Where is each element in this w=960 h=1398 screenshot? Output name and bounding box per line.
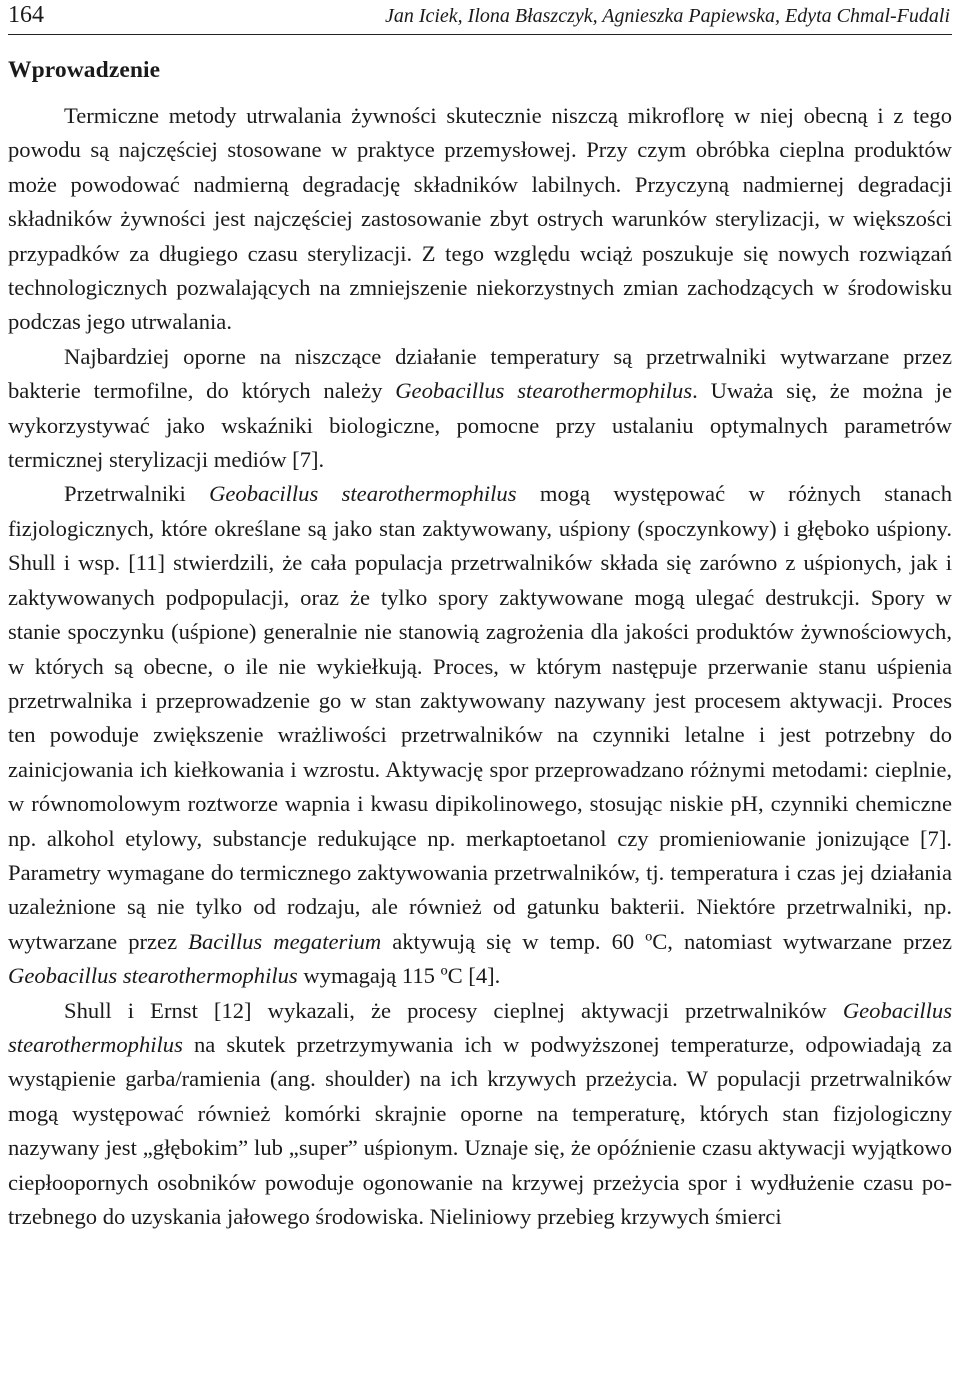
body-text [8,99,952,1234]
page-number: 164 [8,2,44,28]
text-run: Najbardziej oporne na niszczące działanie temperatury są przetrwalniki wytwarzane przez bakterie termofilne, do których należy [8,343,952,404]
text-run: na skutek przetrzymywania ich w podwyższonej temperaturze, odpowiadają za wystąpienie garba/ramienia (ang. shoulder) na ich krzywych przeżycia. W populacji przetrwalników mogą występować również komórki skrajnie oporne na temperaturę, których stan fizjologiczny nazywany jest „głębokim” lub „super” uśpionym. Uznaje się, że opóźnienie czasu aktywacji wyjątkowo ciepłoopornych osobników powoduje ogonowanie na krzywej przeżycia spor i wydłużenie czasu potrzebnego do uzyskania jałowego środowiska. Nieliniowy przebieg krzywych śmierci [8,1031,952,1229]
species-name: Geobacillus stearothermophilus [395,378,693,404]
species-name: Geobacillus stearothermophilus [209,481,517,507]
paragraph-3 [8,477,952,993]
text-run: Termiczne metody utrwalania żywności skutecznie niszczą mikroflorę w niej obecną i z tego powodu są najczęściej stosowane w praktyce przemysłowej. Przy czym obróbka cieplna produktów może powodować nadmierną degradację składników labilnych. Przyczyną nadmiernej degradacji składników żywności jest najczęściej zastosowanie zbyt ostrych warunków sterylizacji, w większości przypadków za długiego czasu sterylizacji. Z tego względu wciąż poszukuje się nowych rozwiązań technologicznych pozwalających na zmniejszenie niekorzystnych zmian zachodzących w środowisku podczas jego utrwalania. [8,103,952,335]
running-header [8,0,952,35]
text-run: mogą występować w różnych stanach fizjologicznych, które określane są jako stan zaktywowany, uśpiony (spoczynkowy) i głęboko uśpiony. Shull i wsp. [11] stwierdzili, że cała populacja przetrwalników składa się zarówno z uśpionych, jak i zaktywowanych podpopulacji, oraz że tylko spory zaktywowane mogą ulegać destrukcji. Spory w stanie spoczynku (uśpione) generalnie nie stanowią zagrożenia dla jakości produktów żywnościowych, w których są obecne, o ile nie wykiełkują. Proces, w którym następuje przerwanie stanu uśpienia przetrwalnika i przeprowadzenie go w stan zaktywowany nazywany jest procesem aktywacji. Proces ten powoduje zwiększenie wrażliwości przetrwalników na czynniki letalne i jest potrzebny do zainicjowania ich kiełkowania i wzrostu. Aktywację spor przeprowadzano różnymi metodami: cieplnie, w równomolowym roztworze wapnia i kwasu dipikolinowego, stosując niskie pH, czynniki chemiczne np. alkohol etylowy, substancje redukujące np. merkaptoetanol czy promieniowanie jonizujące [7]. Parametry wymagane do termicznego zaktywowania przetrwalników, tj. temperatura i czas jej działania uzależnione są nie tylko od rodzaju, ale również od gatunku bakterii. Niektóre przetrwalniki, np. wytwarzane przez [8,481,952,954]
document-page [8,0,952,1234]
species-name: Geobacillus stearothermophilus [8,997,952,1057]
paragraph-1 [8,99,952,340]
text-run: Przetrwalniki [64,481,210,507]
text-run: aktywują się w temp. 60 ºC, natomiast wytwarzane przez [381,928,953,954]
text-run: . Uważa się, że można je wykorzystywać jako wskaźniki biologiczne, pomocne przy ustalaniu optymalnych parametrów termicznej sterylizacji mediów [7]. [8,378,952,473]
text-run: Shull i Ernst [12] wykazali, że procesy cieplnej aktywacji przetrwalników [64,997,843,1023]
species-name: Geobacillus stearothermophilus [8,963,298,989]
paragraph-4 [8,994,952,1235]
species-name: Bacillus megaterium [188,928,382,954]
text-run: wymagają 115 ºC [4]. [297,963,501,989]
paragraph-2 [8,340,952,478]
section-heading: Wprowadzenie [8,57,161,83]
running-header-authors: Jan Iciek, Ilona Błaszczyk, Agnieszka Papiewska, Edyta Chmal-Fudali [384,5,950,27]
